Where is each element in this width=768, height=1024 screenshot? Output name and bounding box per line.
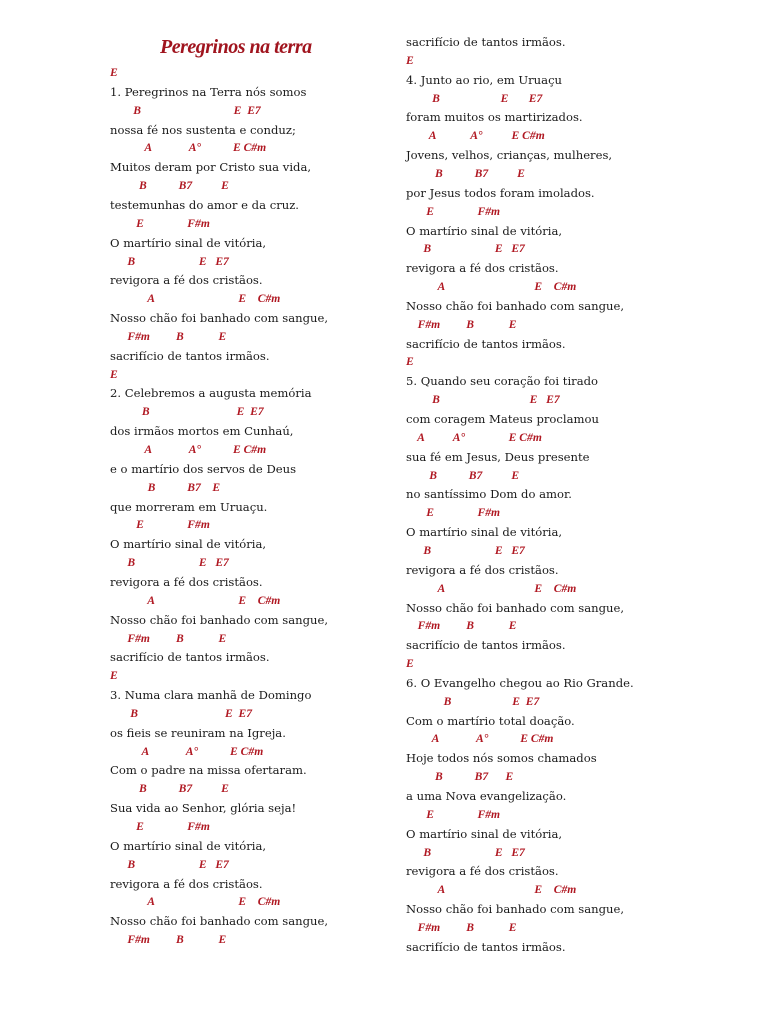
chord-line: E	[110, 66, 118, 79]
chord-line: B E E7	[110, 706, 253, 720]
lyric-line: sacrifício de tantos irmãos.	[110, 348, 270, 363]
chord-line: B B7 E	[406, 166, 525, 180]
lyric-line: que morreram em Uruaçu.	[110, 499, 268, 514]
lyric-line: O martírio sinal de vitória,	[110, 838, 267, 853]
lyric-line: Com o padre na missa ofertaram.	[110, 763, 307, 778]
lyric-line: sua fé em Jesus, Deus presente	[406, 449, 590, 464]
chord-line: B E E7	[406, 694, 540, 708]
chord-line: F#m B E	[110, 631, 227, 645]
chord-line: A A° E C#m	[110, 141, 267, 155]
chord-line: F#m B E	[110, 933, 227, 947]
lyric-line: por Jesus todos foram imolados.	[406, 185, 595, 200]
lyric-line: revigora a fé dos cristãos.	[406, 864, 559, 879]
chord-line: E F#m	[406, 204, 501, 218]
lyric-line: 6. O Evangelho chegou ao Rio Grande.	[406, 675, 634, 690]
chord-line: E F#m	[110, 518, 210, 532]
chord-line: A A° E C#m	[406, 430, 542, 444]
chord-line: B E E7	[110, 556, 229, 570]
lyric-line: no santíssimo Dom do amor.	[406, 487, 572, 502]
chord-line: B E E7	[406, 845, 525, 859]
lyric-line: revigora a fé dos cristãos.	[406, 562, 559, 577]
lyric-line: Nosso chão foi banhado com sangue,	[406, 902, 625, 917]
chord-line: F#m B E	[406, 317, 517, 331]
lyric-line: O martírio sinal de vitória,	[110, 537, 267, 552]
chord-line: B B7 E	[110, 782, 229, 796]
lyric-line: sacrifício de tantos irmãos.	[110, 650, 270, 665]
chord-line: E	[110, 669, 118, 683]
chord-line: E	[406, 657, 414, 671]
chord-line: B B7 E	[110, 480, 221, 494]
lyric-line: Hoje todos nós somos chamados	[406, 751, 597, 766]
chord-line: B E E7	[110, 103, 261, 117]
chord-line: E F#m	[406, 506, 501, 520]
chord-line: A A° E C#m	[110, 744, 264, 758]
lyric-line: Com o martírio total doação.	[406, 713, 575, 728]
chord-line: B B7 E	[406, 468, 520, 482]
lyric-line: Jovens, velhos, crianças, mulheres,	[406, 148, 613, 163]
chord-line: B E E7	[110, 405, 264, 419]
lyric-line: revigora a fé dos cristãos.	[110, 876, 263, 891]
lyric-line: com coragem Mateus proclamou	[406, 412, 599, 426]
lyric-line: revigora a fé dos cristãos.	[406, 261, 559, 276]
lyric-line: sacrifício de tantos irmãos.	[406, 35, 566, 49]
lyric-line: e o martírio dos servos de Deus	[110, 461, 297, 476]
lyric-line: Nosso chão foi banhado com sangue,	[110, 914, 329, 929]
chord-line: A E C#m	[110, 593, 281, 607]
lyric-line: 4. Junto ao rio, em Uruaçu	[406, 72, 563, 87]
lyric-line: foram muitos os martirizados.	[406, 110, 583, 125]
lyric-line: O martírio sinal de vitória,	[406, 525, 563, 540]
chord-line: E F#m	[110, 216, 210, 230]
chord-line: B E E7	[406, 242, 525, 256]
chord-line: E	[406, 53, 414, 67]
lyric-line: 2. Celebremos a augusta memória	[110, 386, 312, 401]
chord-line: A E C#m	[406, 581, 577, 595]
chord-line: A E C#m	[110, 895, 281, 909]
lyric-line: testemunhas do amor e da cruz.	[110, 197, 299, 212]
lyric-line: Nosso chão foi banhado com sangue,	[406, 600, 625, 615]
lyric-line: Nosso chão foi banhado com sangue,	[110, 311, 329, 326]
song-title: Peregrinos na terra	[160, 36, 312, 58]
chord-line: E	[110, 367, 118, 381]
chord-line: A E C#m	[406, 280, 577, 294]
chord-line: E F#m	[110, 820, 210, 833]
lyric-line: a uma Nova evangelização.	[406, 789, 567, 803]
lyric-line: Nosso chão foi banhado com sangue,	[406, 298, 625, 313]
lyric-line: 5. Quando seu coração foi tirado	[406, 374, 599, 389]
lyric-line: os fieis se reuniram na Igreja.	[110, 725, 286, 740]
chord-line: A E C#m	[406, 883, 577, 897]
chord-line: A A° E C#m	[406, 732, 554, 746]
lyric-line: sacrifício de tantos irmãos.	[406, 638, 566, 653]
lyric-line: Sua vida ao Senhor, glória seja!	[110, 801, 297, 816]
chord-line: A A° E C#m	[110, 443, 267, 456]
lyric-line: 3. Numa clara manhã de Domingo	[110, 688, 312, 703]
chord-line: F#m B E	[406, 619, 517, 633]
lyric-line: sacrifício de tantos irmãos.	[406, 336, 566, 351]
chord-line: F#m B E	[406, 920, 517, 934]
chord-line: B E E7	[110, 254, 229, 268]
lyric-line: O martírio sinal de vitória,	[110, 235, 267, 250]
lyric-line: O martírio sinal de vitória,	[406, 826, 563, 841]
chord-line: B E E7	[110, 857, 229, 871]
chord-line: B B7 E	[110, 179, 229, 193]
chord-line: E	[406, 355, 414, 369]
chord-line: A A° E C#m	[406, 129, 545, 143]
chord-line: B E E7	[406, 393, 560, 407]
lyric-line: O martírio sinal de vitória,	[406, 223, 563, 238]
lyric-line: 1. Peregrinos na Terra nós somos	[110, 84, 307, 99]
chord-line: B B7 E	[406, 770, 514, 784]
lyric-line: Muitos deram por Cristo sua vida,	[110, 160, 312, 175]
chord-line: F#m B E	[110, 329, 227, 343]
lyric-line: dos irmãos mortos em Cunhaú,	[110, 424, 294, 439]
chord-line: B E E7	[406, 91, 543, 105]
lyric-line: sacrifício de tantos irmãos.	[406, 939, 566, 954]
chord-line: A E C#m	[110, 292, 281, 306]
chord-line: B E E7	[406, 543, 525, 557]
chord-line: E F#m	[406, 807, 501, 821]
lyric-line: revigora a fé dos cristãos.	[110, 273, 263, 288]
lyric-line: nossa fé nos sustenta e conduz;	[110, 122, 296, 137]
lyric-line: revigora a fé dos cristãos.	[110, 574, 263, 589]
lyric-line: Nosso chão foi banhado com sangue,	[110, 612, 329, 627]
